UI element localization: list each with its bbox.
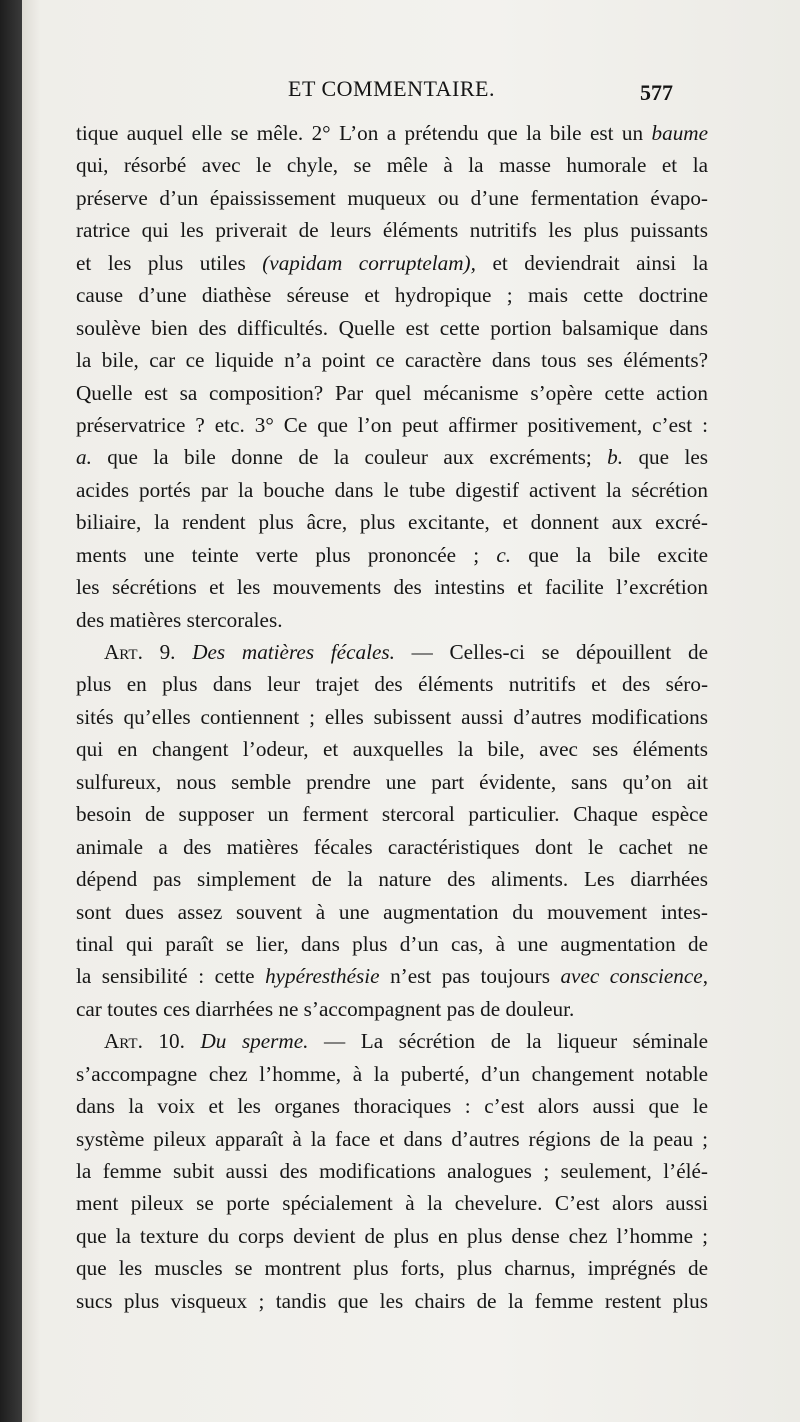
scan-edge-shadow (0, 0, 22, 1422)
text-line (76, 1058, 708, 1090)
text-line (76, 409, 708, 441)
text-line (76, 214, 708, 246)
text-run: b. (607, 445, 624, 470)
text-line (76, 1285, 708, 1317)
text-line (76, 928, 708, 960)
text-run: (vapidam corruptelam), (262, 250, 476, 275)
text-line (76, 117, 708, 149)
text-run: Du sperme. (200, 1029, 309, 1054)
text-line (76, 1187, 708, 1219)
text-run: préservatrice ? etc. 3° Ce que l’on peut affirmer positivement, c’est : (76, 412, 708, 437)
body-text (76, 117, 708, 1317)
text-run: sucs plus visqueux ; tandis que les chairs de la femme restent plus (76, 1288, 708, 1313)
text-run: que les (623, 445, 708, 470)
text-line (76, 474, 708, 506)
text-line (76, 247, 708, 279)
text-line (76, 1220, 708, 1252)
text-run: les sécrétions et les mouvements des intestins et facilite l’excrétion (76, 575, 708, 600)
text-line (76, 441, 708, 473)
text-line (76, 571, 708, 603)
text-line (76, 733, 708, 765)
text-run: qui, résorbé avec le chyle, se mêle à la masse humorale et la (76, 153, 708, 178)
text-line (76, 863, 708, 895)
text-line (76, 896, 708, 928)
text-run: car toutes ces diarrhées ne s’accompagnent pas de douleur. (76, 996, 575, 1021)
text-line (76, 993, 708, 1025)
text-run: Des matières fécales. (192, 640, 395, 664)
text-run: ratrice qui les priverait de leurs éléments nutritifs les plus puissants (76, 218, 708, 243)
text-run: baume (651, 121, 708, 145)
text-run: hypéresthésie (265, 964, 380, 989)
text-run: sont dues assez souvent à une augmentation du mouvement intes- (76, 899, 708, 924)
text-line (76, 344, 708, 376)
text-run: cause d’une diathèse séreuse et hydropique ; mais cette doctrine (76, 283, 708, 308)
text-run: la bile, car ce liquide n’a point ce caractère dans tous ses éléments? (76, 348, 708, 373)
text-run: plus en plus dans leur trajet des éléments nutritifs et des séro- (76, 672, 708, 697)
text-run: dans la voix et les organes thoraciques : c’est alors aussi que le (76, 1094, 708, 1119)
text-run: — La sécrétion de la liqueur séminale (308, 1029, 708, 1054)
text-line (76, 182, 708, 214)
text-run: Quelle est sa composition? Par quel mécanisme s’opère cette action (76, 380, 708, 405)
text-run: , (702, 964, 708, 989)
text-run: Art. 10. (104, 1029, 185, 1054)
text-run: c. (496, 542, 512, 567)
text-run: que les muscles se montrent plus forts, plus charnus, imprégnés de (76, 1256, 708, 1281)
text-run: a. (76, 445, 92, 470)
text-run: des matières stercorales. (76, 607, 283, 632)
text-run: qui en changent l’odeur, et auxquelles la bile, avec ses éléments (76, 737, 708, 762)
text-line (76, 831, 708, 863)
text-run: sités qu’elles contiennent ; elles subissent aussi d’autres modifications (76, 704, 708, 729)
text-line (76, 539, 708, 571)
text-run: acides portés par la bouche dans le tube digestif activent la sécrétion (76, 477, 708, 502)
text-run: biliaire, la rendent plus âcre, plus excitante, et donnent aux excré- (76, 510, 708, 535)
text-line (76, 1155, 708, 1187)
text-line (76, 279, 708, 311)
text-line (76, 149, 708, 181)
text-run: que la bile excite (511, 542, 708, 567)
text-line (76, 1090, 708, 1122)
text-run: tique auquel elle se mêle. 2° L’on a prétendu que la bile est un (76, 121, 652, 145)
text-line (76, 798, 708, 830)
text-line (76, 312, 708, 344)
text-run: soulève bien des difficultés. Quelle est cette portion balsamique dans (76, 315, 708, 340)
text-line (76, 636, 708, 668)
text-run: ments une teinte verte plus prononcée ; (76, 542, 497, 567)
text-run: la femme subit aussi des modifications analogues ; seulement, l’élé- (76, 1159, 708, 1183)
text-run: s’accompagne chez l’homme, à la puberté, d’un changement notable (76, 1061, 708, 1086)
text-line (76, 1123, 708, 1155)
text-run: système pileux apparaît à la face et dans d’autres régions de la peau ; (76, 1126, 708, 1151)
text-line (76, 506, 708, 538)
text-run: ment pileux se porte spécialement à la chevelure. C’est alors aussi (76, 1191, 708, 1216)
text-line (76, 377, 708, 409)
text-line (76, 960, 708, 992)
text-run: besoin de supposer un ferment stercoral particulier. Chaque espèce (76, 802, 708, 827)
text-run: que la texture du corps devient de plus en plus dense chez l’homme ; (76, 1223, 708, 1248)
page-number: 577 (640, 80, 673, 105)
text-run: Art. 9. (104, 640, 176, 664)
text-line (76, 1252, 708, 1284)
text-line (76, 701, 708, 733)
page-header (0, 72, 800, 112)
text-run: n’est pas toujours (379, 964, 561, 989)
text-run: la sensibilité : cette (76, 964, 266, 989)
text-line (76, 668, 708, 700)
text-line (76, 1025, 708, 1057)
text-run: dépend pas simplement de la nature des aliments. Les diarrhées (76, 867, 708, 892)
running-head: ET COMMENTAIRE. (288, 76, 495, 101)
text-run: sulfureux, nous semble prendre une part évidente, sans qu’on ait (76, 769, 708, 794)
text-run: animale a des matières fécales caractéristiques dont le cachet ne (76, 834, 708, 859)
text-line (76, 766, 708, 798)
text-run: que la bile donne de la couleur aux excréments; (91, 445, 608, 470)
text-run: et les plus utiles (76, 250, 263, 275)
text-run: avec conscience (560, 964, 703, 989)
text-run: — Celles-ci se dépouillent de (394, 640, 708, 664)
text-run: préserve d’un épaississement muqueux ou d’une fermentation évapo- (76, 185, 708, 210)
text-run: et deviendrait ainsi la (475, 250, 708, 275)
text-run: tinal qui paraît se lier, dans plus d’un cas, à une augmentation de (76, 931, 708, 956)
text-line (76, 604, 708, 636)
